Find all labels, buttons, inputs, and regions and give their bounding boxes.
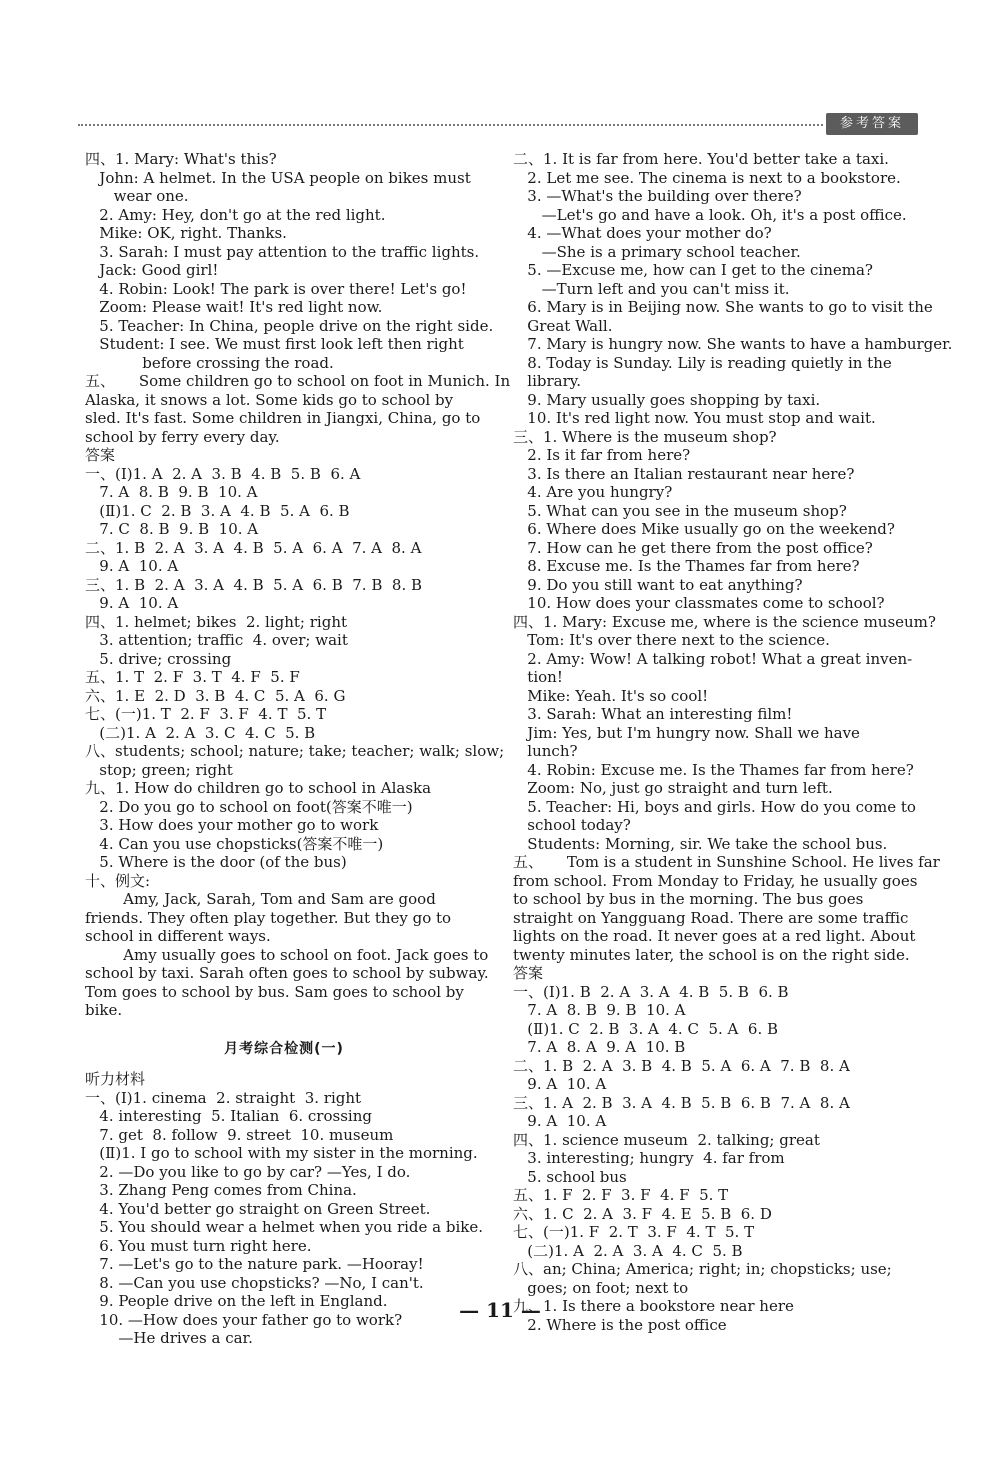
text-line: Great Wall. [513, 316, 613, 335]
text-line: 2. Is it far from here? [513, 446, 691, 464]
text-line: 4. —What does your mother do? [513, 224, 772, 242]
text-line: 7. C 8. B 9. B 10. A [85, 520, 259, 538]
page-number: — 11 — [459, 1298, 541, 1322]
text-line: 9. A 10. A [513, 1112, 607, 1130]
text-line: 听力材料 [85, 1070, 146, 1088]
text-line: 五、1. F 2. F 3. F 4. F 5. T [513, 1186, 729, 1204]
text-line: 四、1. helmet; bikes 2. light; right [85, 612, 348, 631]
text-line: 二、1. It is far from here. You'd better take a taxi. [513, 150, 889, 168]
text-line: 十、例文: [85, 871, 151, 890]
text-line: sled. It's fast. Some children in Jiangxi, China, go to [85, 409, 481, 427]
text-line: Students: Morning, sir. We take the school bus. [513, 834, 888, 853]
text-line: stop; green; right [85, 760, 233, 779]
text-line: 3. Is there an Italian restaurant near here? [513, 464, 855, 483]
text-line: 2. —Do you like to go by car? —Yes, I do. [85, 1162, 411, 1181]
text-line: 七、(一)1. F 2. T 3. F 4. T 5. T [513, 1223, 755, 1241]
text-line: 5. school bus [513, 1167, 627, 1186]
text-line: 3. Zhang Peng comes from China. [85, 1181, 357, 1199]
text-line: 5. Teacher: Hi, boys and girls. How do you come to [513, 797, 916, 816]
text-line: 8. —Can you use chopsticks? —No, I can't. [85, 1273, 424, 1292]
text-line: 一、(Ⅰ)1. B 2. A 3. A 4. B 5. B 6. B [513, 982, 789, 1001]
text-line: 2. Amy: Wow! A talking robot! What a great inven- [513, 649, 913, 668]
text-line: 六、1. C 2. A 3. F 4. E 5. B 6. D [513, 1204, 772, 1223]
text-line: 8. Excuse me. Is the Thames far from here? [513, 557, 860, 575]
text-line: 九、1. How do children go to school in Alaska [85, 779, 432, 797]
text-line: 二、1. B 2. A 3. A 4. B 5. A 6. A 7. A 8. A [85, 538, 422, 557]
text-line: 8. Today is Sunday. Lily is reading quietly in the [513, 353, 892, 372]
text-line: 四、1. science museum 2. talking; great [513, 1130, 820, 1149]
text-line: 五、 Tom is a student in Sunshine School. He lives far [513, 853, 940, 871]
text-line: before crossing the road. [85, 353, 334, 372]
text-line: 五、 Some children go to school on foot in Munich. In [85, 372, 511, 390]
text-line: 7. A 8. A 9. A 10. B [513, 1038, 686, 1056]
text-line: Jim: Yes, but I'm hungry now. Shall we have [513, 723, 860, 742]
text-line: 2. Do you go to school on foot(答案不唯一) [85, 797, 413, 816]
text-line: Amy usually goes to school on foot. Jack goes to [85, 945, 489, 964]
text-line: (二)1. A 2. A 3. A 4. C 5. B [513, 1241, 743, 1260]
text-line: wear one. [85, 187, 189, 205]
header-tab-label: 参考答案 [826, 113, 918, 135]
text-line: friends. They often play together. But they go to [85, 908, 452, 927]
text-line: 3. How does your mother go to work [85, 816, 379, 834]
text-line: school by taxi. Sarah often goes to school by subway. [85, 964, 489, 982]
text-line: 3. Sarah: What an interesting film! [513, 705, 793, 723]
text-line: 4. Robin: Excuse me. Is the Thames far from here? [513, 760, 914, 779]
text-line: 7. Mary is hungry now. She wants to have a hamburger. [513, 335, 953, 353]
text-line: 5. What can you see in the museum shop? [513, 501, 847, 520]
left-column-lines [85, 150, 511, 1020]
text-line: 八、an; China; America; right; in; chopsticks; use; [513, 1260, 892, 1278]
text-line: lunch? [513, 742, 578, 760]
text-line: 2. Amy: Hey, don't go at the red light. [85, 205, 386, 224]
text-line: (二)1. A 2. A 3. C 4. C 5. B [85, 723, 316, 742]
right-column-lines [513, 150, 953, 1334]
text-line: 9. A 10. A [85, 557, 179, 575]
text-line: 3. attention; traffic 4. over; wait [85, 631, 348, 649]
text-line: Alaska, it snows a lot. Some kids go to school by [85, 390, 454, 409]
text-line: 10. —How does your father go to work? [85, 1310, 403, 1329]
text-line: 10. It's red light now. You must stop and wait. [513, 409, 876, 427]
text-line: 一、(Ⅰ)1. cinema 2. straight 3. right [85, 1088, 362, 1107]
text-line: Tom: It's over there next to the science. [513, 631, 830, 649]
text-line: 10. How does your classmates come to school? [513, 594, 885, 612]
text-line: 6. Where does Mike usually go on the weekend? [513, 520, 895, 538]
text-line: 5. drive; crossing [85, 649, 232, 668]
text-line: Zoom: No, just go straight and turn left. [513, 779, 833, 797]
text-line: bike. [85, 1001, 123, 1019]
text-line: —She is a primary school teacher. [513, 242, 801, 261]
text-line: 5. —Excuse me, how can I get to the cinema? [513, 261, 873, 279]
text-line: 五、1. T 2. F 3. T 4. F 5. F [85, 668, 300, 686]
text-line: 6. Mary is in Beijing now. She wants to go to visit the [513, 298, 933, 316]
text-line: Zoom: Please wait! It's red light now. [85, 298, 383, 316]
text-line: 3. interesting; hungry 4. far from [513, 1149, 785, 1167]
text-line: 7. A 8. B 9. B 10. A [85, 483, 258, 501]
text-line: straight on Yangguang Road. There are some traffic [513, 908, 909, 927]
text-line: John: A helmet. In the USA people on bikes must [85, 168, 471, 187]
text-line: 答案 [85, 446, 116, 464]
text-line: 九、1. Is there a bookstore near here [513, 1297, 794, 1315]
text-line: 七、(一)1. T 2. F 3. F 4. T 5. T [85, 705, 327, 723]
text-line: 5. You should wear a helmet when you ride a bike. [85, 1218, 483, 1236]
text-line: 二、1. B 2. A 3. B 4. B 5. A 6. A 7. B 8. A [513, 1056, 850, 1075]
text-line: library. [513, 372, 582, 390]
text-line: to school by bus in the morning. The bus goes [513, 890, 864, 908]
text-line: 六、1. E 2. D 3. B 4. C 5. A 6. G [85, 686, 346, 705]
text-line: (Ⅱ)1. C 2. B 3. A 4. C 5. A 6. B [513, 1019, 779, 1038]
text-line: school in different ways. [85, 927, 271, 945]
text-line: 三、1. B 2. A 3. A 4. B 5. A 6. B 7. B 8. B [85, 575, 423, 594]
text-line: school by ferry every day. [85, 427, 280, 446]
text-line: 三、1. A 2. B 3. A 4. B 5. B 6. B 7. A 8. A [513, 1093, 850, 1112]
text-line: 5. Where is the door (of the bus) [85, 853, 347, 871]
text-line: —Turn left and you can't miss it. [513, 279, 790, 298]
text-line: goes; on foot; next to [513, 1278, 689, 1297]
text-line: 7. get 8. follow 9. street 10. museum [85, 1125, 394, 1144]
text-line: 4. You'd better go straight on Green Street. [85, 1199, 431, 1218]
text-line: 5. Teacher: In China, people drive on the right side. [85, 316, 494, 335]
text-line: 一、(Ⅰ)1. A 2. A 3. B 4. B 5. B 6. A [85, 464, 361, 483]
text-line: 4. Robin: Look! The park is over there! Let's go! [85, 279, 467, 298]
text-line: Tom goes to school by bus. Sam goes to school by [85, 982, 464, 1001]
text-line: twenty minutes later, the school is on the right side. [513, 945, 910, 964]
text-line: —Let's go and have a look. Oh, it's a post office. [513, 205, 907, 224]
text-line: Amy, Jack, Sarah, Tom and Sam are good [85, 890, 436, 908]
text-line: 7. A 8. B 9. B 10. A [513, 1001, 686, 1019]
text-line: 4. Can you use chopsticks(答案不唯一) [85, 834, 384, 853]
text-line: Mike: Yeah. It's so cool! [513, 686, 709, 705]
text-line: lights on the road. It never goes at a red light. About [513, 927, 916, 945]
text-line: 9. People drive on the left in England. [85, 1292, 388, 1310]
text-line: —He drives a car. [85, 1329, 253, 1347]
text-line: 7. —Let's go to the nature park. —Hooray! [85, 1255, 424, 1273]
text-line: 3. —What's the building over there? [513, 187, 802, 205]
text-line: 四、1. Mary: What's this? [85, 150, 277, 168]
text-line: (Ⅱ)1. I go to school with my sister in the morning. [85, 1144, 478, 1162]
text-line: Mike: OK, right. Thanks. [85, 224, 287, 242]
right-column [513, 150, 953, 1334]
text-line: Jack: Good girl! [85, 261, 219, 279]
text-line: (Ⅱ)1. C 2. B 3. A 4. B 5. A 6. B [85, 501, 350, 520]
text-line: 2. Let me see. The cinema is next to a bookstore. [513, 168, 901, 187]
text-line: 3. Sarah: I must pay attention to the traffic lights. [85, 242, 480, 261]
text-line: 答案 [513, 964, 544, 982]
text-line: 9. A 10. A [513, 1075, 607, 1093]
text-line: 4. Are you hungry? [513, 483, 673, 501]
text-line: 4. interesting 5. Italian 6. crossing [85, 1107, 372, 1125]
text-line: 四、1. Mary: Excuse me, where is the science museum? [513, 612, 936, 631]
text-line: 7. How can he get there from the post office? [513, 538, 873, 557]
text-line: school today? [513, 816, 631, 834]
text-line: tion! [513, 668, 563, 686]
text-line: from school. From Monday to Friday, he usually goes [513, 871, 918, 890]
section-title: 月考综合检测(一) [224, 1040, 344, 1057]
text-line: 八、students; school; nature; take; teacher; walk; slow; [85, 742, 505, 760]
text-line: Student: I see. We must first look left then right [85, 335, 464, 353]
text-line: 6. You must turn right here. [85, 1236, 312, 1255]
header-dotted-rule [78, 124, 823, 126]
text-line: 9. Do you still want to eat anything? [513, 575, 803, 594]
text-line: 三、1. Where is the museum shop? [513, 427, 777, 446]
text-line: 9. Mary usually goes shopping by taxi. [513, 390, 821, 409]
text-line: 9. A 10. A [85, 594, 179, 612]
text-line: 2. Where is the post office [513, 1315, 727, 1334]
